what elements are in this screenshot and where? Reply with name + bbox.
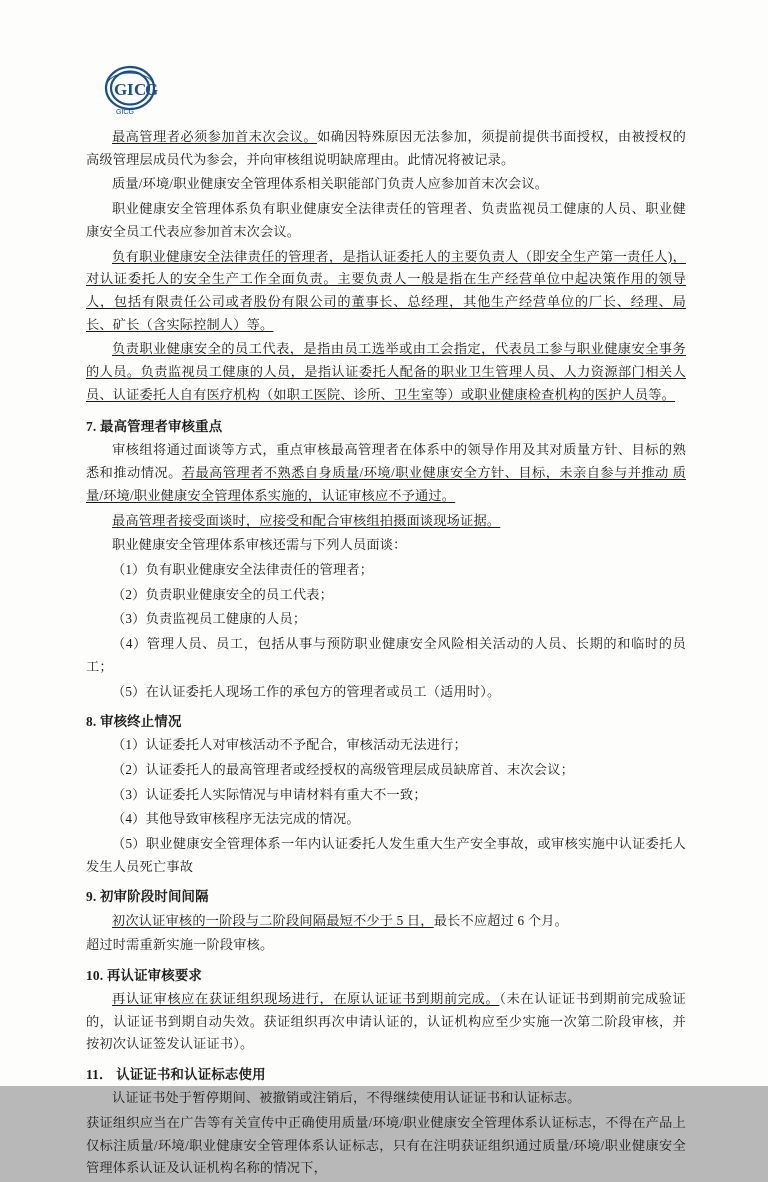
- underlined-text-run: 最高管理者必须参加首末次会议。: [112, 129, 318, 144]
- text-run: 最长不应超过 6 个月。: [433, 912, 568, 928]
- section-heading: [86, 885, 686, 908]
- svg-text:G: G: [114, 80, 128, 99]
- body-paragraph: [86, 759, 686, 782]
- text-run: 8. 审核终止情况: [86, 714, 182, 730]
- text-run: （3）认证委托人实际情况与申请材料有重大不一致；: [112, 786, 427, 802]
- svg-text:C: C: [134, 80, 147, 99]
- body-paragraph: [86, 246, 686, 337]
- body-paragraph: [86, 734, 686, 757]
- text-run: （4）管理人员、员工，包括从事与预防职业健康安全风险相关活动的人员、长期的和临时的员工；: [86, 636, 686, 674]
- text-run: 10. 再认证审核要求: [86, 967, 203, 983]
- body-paragraph: [86, 910, 686, 933]
- document-body: [86, 126, 686, 1182]
- text-run: 审核组将通过面谈等方式，重点审核最高管理者在体系中的领导作用及其对质量方针、目标的熟悉和推动情况。: [86, 442, 686, 481]
- body-paragraph: [86, 1087, 686, 1110]
- body-paragraph: [86, 338, 686, 406]
- text-run: 7. 最高管理者审核重点: [86, 419, 223, 435]
- text-run: （5）职业健康安全管理体系一年内认证委托人发生重大生产安全事故，或审核实施中认证委托人发生人员死亡事故: [86, 836, 686, 874]
- body-paragraph: [86, 681, 686, 704]
- body-paragraph: [86, 534, 686, 557]
- text-run: 质量/环境/职业健康安全管理体系相关职能部门负责人应参加首末次会议。: [112, 176, 549, 192]
- body-paragraph: [86, 510, 686, 533]
- text-run: （1）认证委托人对审核活动不予配合，审核活动无法进行；: [112, 737, 467, 753]
- text-run: 职业健康安全管理体系负有职业健康安全法律责任的管理者、负责监视员工健康的人员、职业健康安全员工代表应参加首末次会议。: [86, 201, 686, 239]
- text-run: （2）认证委托人的最高管理者或经授权的高级管理层成员缺席首、末次会议；: [112, 761, 574, 777]
- underlined-text-run: 负有职业健康安全法律责任的管理者，是指认证委托人的主要负责人（即安全生产第一责任人)，对认证委托人的安全生产工作全面负责。主要负责人一般是指在生产经营单位中起决策作用的领导人，包括有限责任公司或者股份有限公司的董事长、总经理，其他生产经营单位的厂长、经理、局长、矿长（含实际控制人）等。: [86, 248, 686, 332]
- company-logo: [100, 62, 172, 118]
- body-paragraph: [86, 126, 686, 171]
- body-paragraph: [86, 988, 686, 1056]
- body-paragraph: [86, 198, 686, 243]
- text-run: 11． 认证证书和认证标志使用: [86, 1067, 266, 1083]
- text-run: （5）在认证委托人现场工作的承包方的管理者或员工（适用时）。: [112, 683, 501, 699]
- body-paragraph: [86, 934, 686, 957]
- text-run: （未在认证证书到期前完成验证的，认证证书到期自动失效。获证组织再次申请认证的，认证机构应至少实施一次第二阶段审核，并按初次认证签发认证证书）。: [86, 990, 686, 1052]
- underlined-text-run: 初次认证审核的一阶段与二阶段间隔最短不少于 5 日，: [112, 912, 434, 928]
- section-heading: [86, 415, 686, 438]
- text-run: （4）其他导致审核程序无法完成的情况。: [112, 811, 360, 827]
- section-heading: [86, 1063, 686, 1086]
- text-run: 9. 初审阶段时间间隔: [86, 889, 209, 905]
- body-paragraph: [86, 439, 686, 507]
- section-heading: [86, 964, 686, 987]
- svg-text:I: I: [127, 80, 134, 99]
- svg-text:G: G: [145, 80, 159, 99]
- body-paragraph: [86, 784, 686, 807]
- text-run: 职业健康安全管理体系审核还需与下列人员面谈：: [112, 537, 407, 553]
- body-paragraph: [86, 608, 686, 631]
- text-run: （1）负有职业健康安全法律责任的管理者；: [112, 562, 374, 577]
- underlined-text-run: 负责职业健康安全的员工代表，是指由员工选举或由工会指定，代表员工参与职业健康安全事务的人员。负责监视员工健康的人员，是指认证委托人配备的职业卫生管理人员、人力资源部门相关人员、认证委托人自有医疗机构（如职工医院、诊所、卫生室等）或职业健康检查机构的医护人员等。: [86, 341, 686, 402]
- underlined-text-run: 最高管理者接受面谈时，应接受和配合审核组拍摄面谈现场证据。: [112, 512, 501, 528]
- body-paragraph: [86, 1112, 686, 1180]
- section-heading: [86, 710, 686, 733]
- text-run: 获证组织应当在广告等有关宣传中正确使用质量/环境/职业健康安全管理体系认证标志，不得在产品上仅标注质量/环境/职业健康安全管理体系认证标志，只有在注明获证组织通过质量/环境/职业健康安全管理体系认证及认证机构名称的情况下，: [86, 1114, 686, 1176]
- text-run: 如确因特殊原因无法参加，须提前提供书面授权，由被授权的高级管理层成员代为参会，并向审核组说明缺席理由。此情况将被记录。: [86, 129, 687, 167]
- underlined-text-run: 若最高管理者不熟悉自身质量/环境/职业健康安全方针、目标，未亲自参与并推动 质量/环境/职业健康安全管理体系实施的，认证审核应不予通过。: [86, 465, 687, 503]
- body-paragraph: [86, 559, 686, 582]
- svg-text:GICG: GICG: [116, 109, 134, 116]
- text-run: 认证证书处于暂停期间、被撤销或注销后，不得继续使用认证证书和认证标志。: [112, 1090, 581, 1106]
- text-run: （3）负责监视员工健康的人员；: [112, 611, 307, 627]
- underlined-text-run: 再认证审核应在获证组织现场进行，在原认证证书到期前完成。: [112, 990, 500, 1006]
- body-paragraph: [86, 173, 686, 196]
- text-run: 超过时需重新实施一阶段审核。: [86, 937, 274, 953]
- body-paragraph: [86, 808, 686, 831]
- text-run: （2）负责职业健康安全的员工代表；: [112, 586, 333, 602]
- body-paragraph: [86, 584, 686, 607]
- body-paragraph: [86, 833, 686, 878]
- body-paragraph: [86, 633, 686, 678]
